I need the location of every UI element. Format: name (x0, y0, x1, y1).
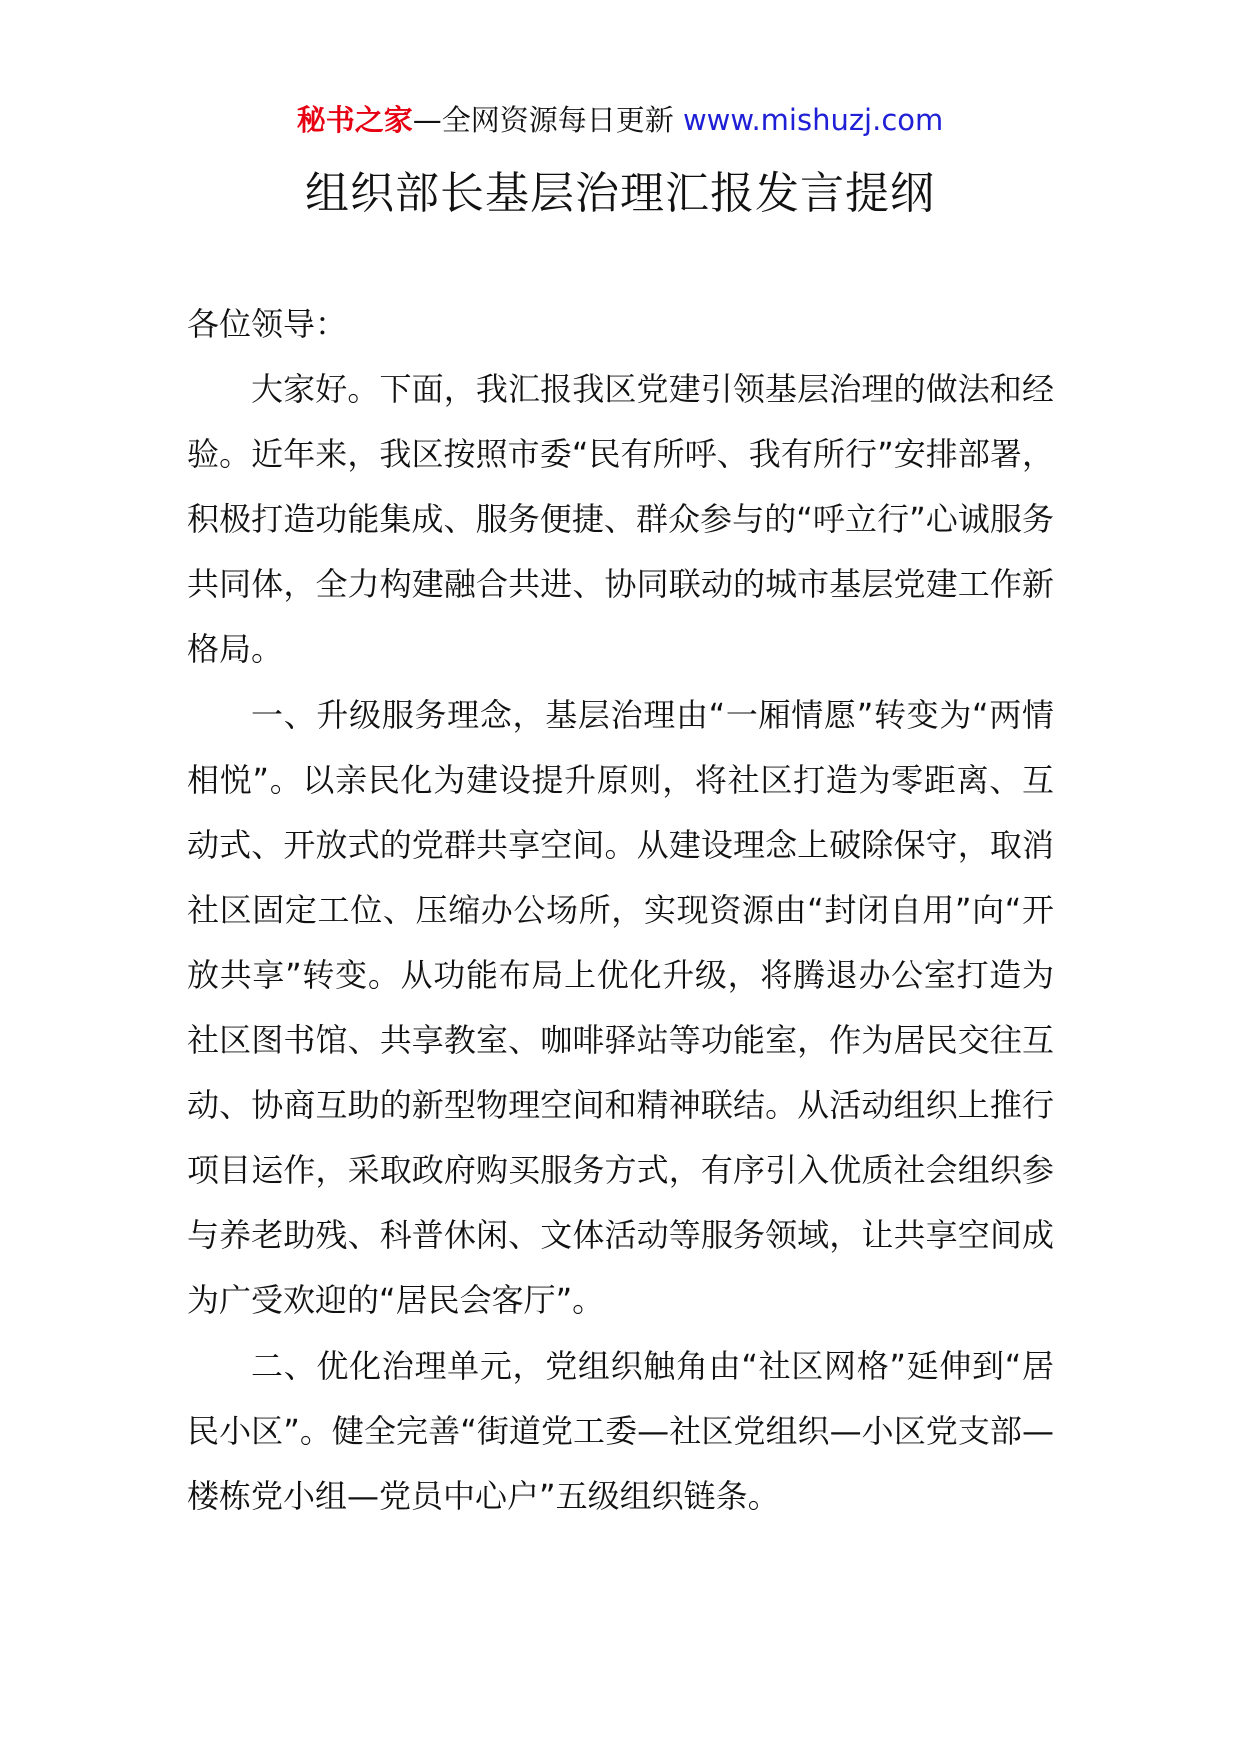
body-paragraph: 一、升级服务理念，基层治理由“一厢情愿”转变为“两情相悦”。以亲民化为建设提升原则，将社区打造为零距离、互动式、开放式的党群共享空间。从建设理念上破除保守，取消社区固定工位、压缩办公场所，实现资源由“封闭自用”向“开放共享”转变。从功能布局上优化升级，将腾退办公室打造为社区图书馆、共享教室、咖啡驿站等功能室，作为居民交往互动、协商互助的新型物理空间和精神联结。从活动组织上推行项目运作，采取政府购买服务方式，有序引入优质社会组织参与养老助残、科普休闲、文体活动等服务领域，让共享空间成为广受欢迎的“居民会客厅”。 (187, 695, 1054, 1320)
document-title: 组织部长基层治理汇报发言提纲 (305, 168, 935, 219)
salutation: 各位领导： (187, 305, 348, 343)
header-banner (0, 100, 1240, 140)
brand-name: 秘书之家 (296, 103, 413, 137)
body-paragraph: 大家好。下面，我汇报我区党建引领基层治理的做法和经验。近年来，我区按照市委“民有所呼、我有所行”安排部署，积极打造功能集成、服务便捷、群众参与的“呼立行”心诚服务共同体，全力构建融合共进、协同联动的城市基层党建工作新格局。 (187, 370, 1054, 669)
site-url-link[interactable]: www.mishuzj.com (682, 103, 944, 137)
body-paragraph: 二、优化治理单元，党组织触角由“社区网格”延伸到“居民小区”。健全完善“街道党工委—社区党组织—小区党支部—楼栋党小组—党员中心户”五级组织链条。 (187, 1346, 1054, 1515)
document-body (187, 292, 1054, 1529)
header-tagline: —全网资源每日更新 (412, 103, 674, 137)
